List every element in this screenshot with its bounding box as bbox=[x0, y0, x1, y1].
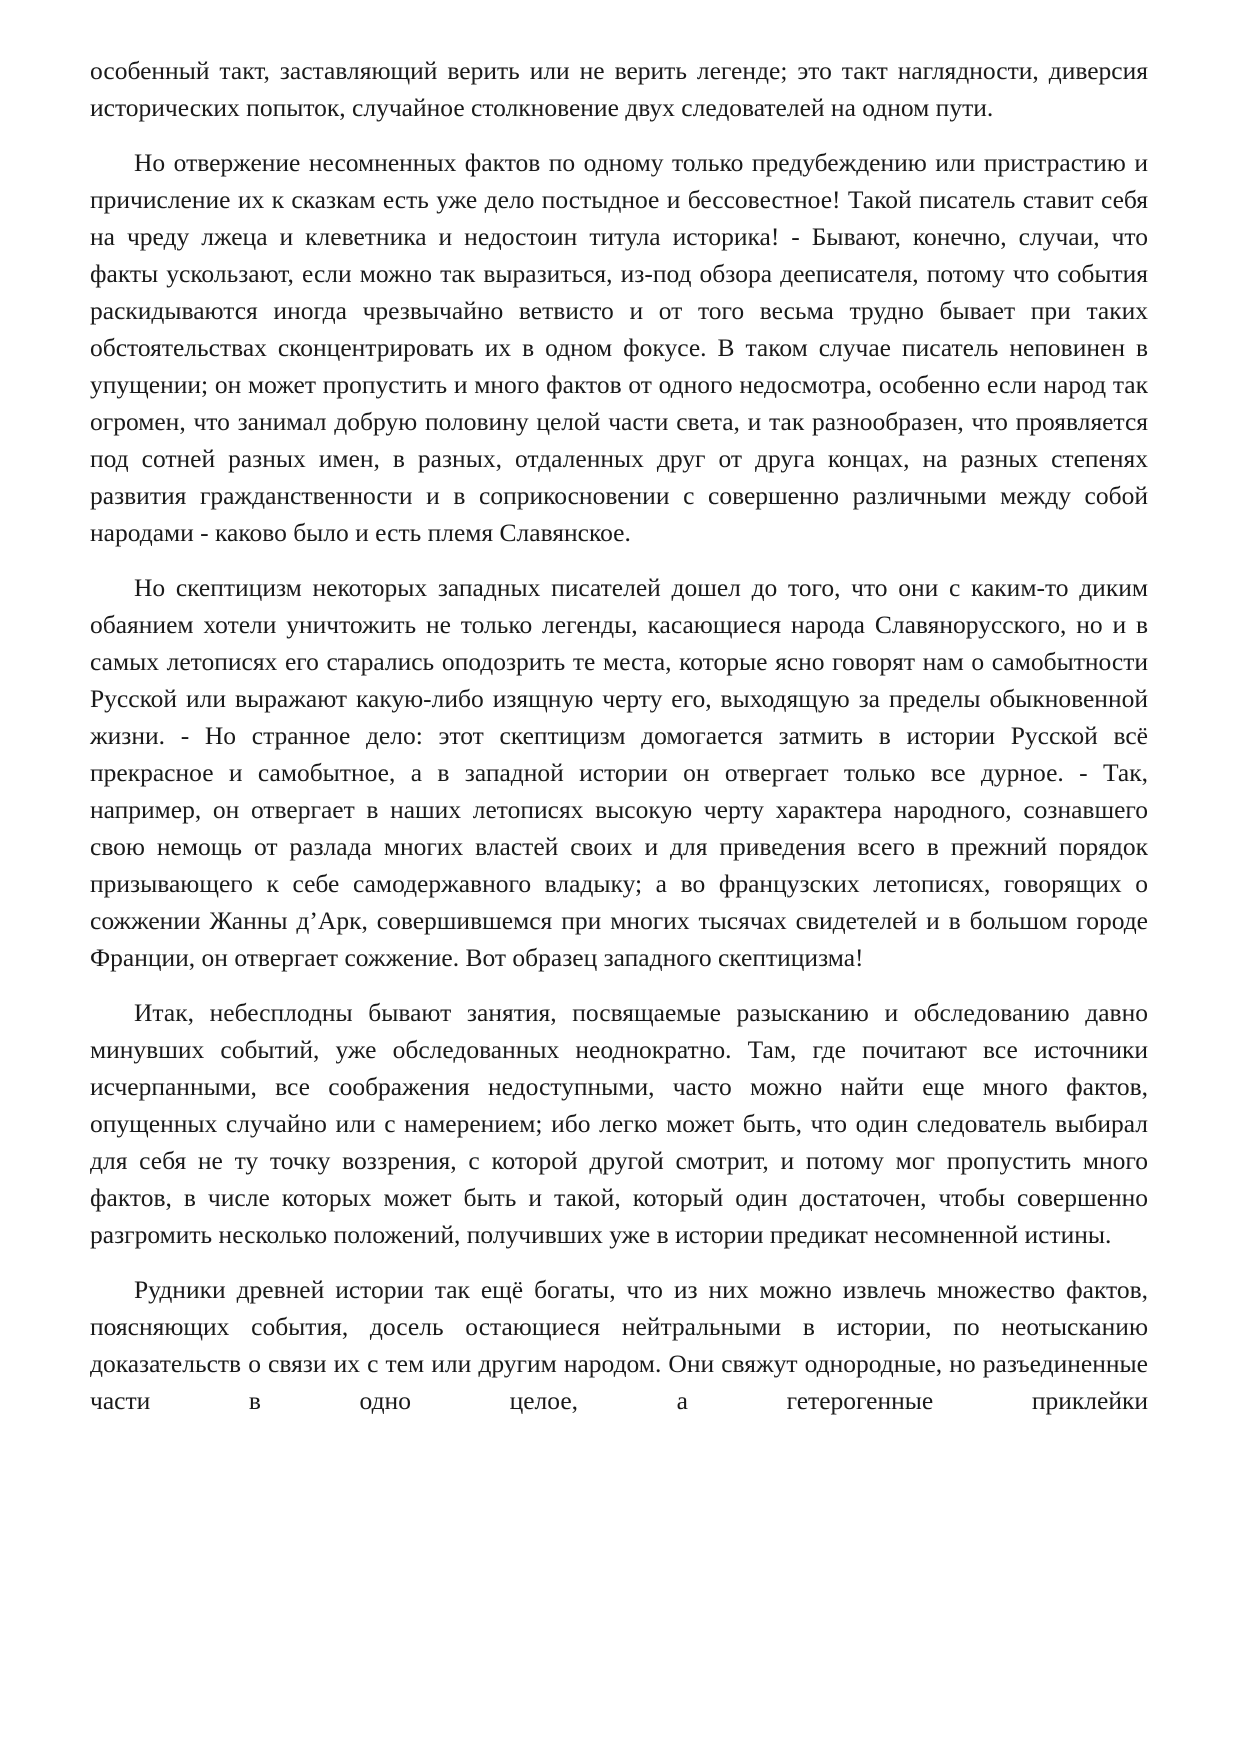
paragraph-3: Но скептицизм некоторых западных писателей дошел до того, что они с каким-то диким обаянием хотели уничтожить не только легенды, касающиеся народа Славянорусского, но и в самых летописях его старались оподозрить те места, которые ясно говорят нам о самобытности Русской или выражают какую-либо изящную черту его, выходящую за пределы обыкновенной жизни. - Но странное дело: этот скептицизм домогается затмить в истории Русской всё прекрасное и самобытное, а в западной истории он отвергает только все дурное. - Так, например, он отвергает в наших летописях высокую черту характера народного, сознавшего свою немощь от разлада многих властей своих и для приведения всего в прежний порядок призывающего к себе самодержавного владыку; а во французских летописях, говорящих о сожжении Жанны д’Арк, совершившемся при многих тысячах свидетелей и в большом городе Франции, он отвергает сожжение. Вот образец западного скептицизма! bbox=[90, 573, 1148, 972]
document-page bbox=[90, 52, 1148, 1419]
paragraph-1: особенный такт, заставляющий верить или не верить легенде; это такт наглядности, диверсия исторических попыток, случайное столкновение двух следователей на одном пути. bbox=[90, 56, 1148, 122]
paragraph-5: Рудники древней истории так ещё богаты, что из них можно извлечь множество фактов, поясняющих события, досель остающиеся нейтральными в истории, по неотысканию доказательств о связи их с тем или другим народом. Они свяжут однородные, но разъединенные части в одно целое, а гетерогенные приклейки bbox=[90, 1275, 1148, 1415]
paragraph-4: Итак, небесплодны бывают занятия, посвящаемые разысканию и обследованию давно минувших событий, уже обследованных неоднократно. Там, где почитают все источники исчерпанными, все соображения недоступными, часто можно найти еще много фактов, опущенных случайно или с намерением; ибо легко может быть, что один следователь выбирал для себя не ту точку воззрения, с которой другой смотрит, и потому мог пропустить много фактов, в числе которых может быть и такой, который один достаточен, чтобы совершенно разгромить несколько положений, получивших уже в истории предикат несомненной истины. bbox=[90, 998, 1148, 1249]
paragraph-2: Но отвержение несомненных фактов по одному только предубеждению или пристрастию и причисление их к сказкам есть уже дело постыдное и бессовестное! Такой писатель ставит себя на чреду лжеца и клеветника и недостоин титула историка! - Бывают, конечно, случаи, что факты ускользают, если можно так выразиться, из-под обзора дееписателя, потому что события раскидываются иногда чрезвычайно ветвисто и от того весьма трудно бывает при таких обстоятельствах сконцентрировать их в одном фокусе. В таком случае писатель неповинен в упущении; он может пропустить и много фактов от одного недосмотра, особенно если народ так огромен, что занимал добрую половину целой части света, и так разнообразен, что проявляется под сотней разных имен, в разных, отдаленных друг от друга концах, на разных степенях развития гражданственности и в соприкосновении с совершенно различными между собой народами - каково было и есть племя Славянское. bbox=[90, 148, 1148, 547]
